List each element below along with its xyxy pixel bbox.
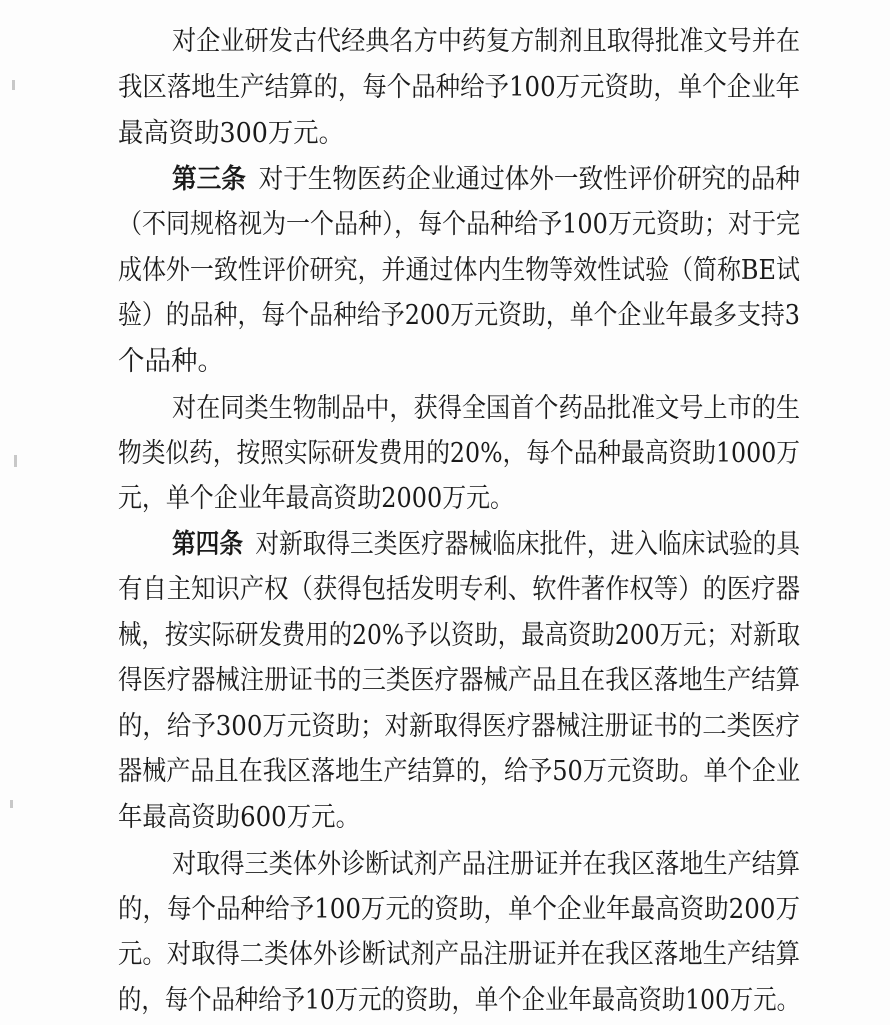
line-content [118, 479, 514, 519]
text-line [0, 296, 890, 336]
article-heading: 第四条 [172, 529, 244, 560]
text-line [0, 752, 890, 792]
text-line [0, 661, 890, 701]
article-heading: 第三条 [172, 164, 246, 195]
text-line [0, 525, 890, 565]
paragraph-text: 的，每个品种给予10万元的资助，单个企业年最高资助100万元。 [118, 985, 800, 1016]
line-content [172, 525, 800, 565]
text-line [0, 114, 890, 154]
line-content [118, 981, 800, 1021]
paragraph-text: 得医疗器械注册证书的三类医疗器械产品且在我区落地生产结算 [118, 665, 800, 696]
text-line [0, 845, 890, 885]
text-line [0, 981, 890, 1021]
line-content [118, 661, 800, 701]
line-content [118, 296, 800, 336]
text-line [0, 935, 890, 975]
paragraph-text: 的，每个品种给予100万元的资助，单个企业年最高资助200万 [118, 894, 800, 925]
paragraph-text: 的，给予300万元资助；对新取得医疗器械注册证书的二类医疗 [118, 711, 800, 742]
paragraph-text: 元，单个企业年最高资助2000万元。 [118, 483, 514, 514]
text-line [0, 434, 890, 474]
text-line [0, 798, 890, 838]
text-line [0, 890, 890, 930]
paragraph-text: 对在同类生物制品中，获得全国首个药品批准文号上市的生 [172, 393, 800, 424]
text-line [0, 342, 890, 382]
text-line [0, 707, 890, 747]
text-line [0, 616, 890, 656]
paragraph-text: 验）的品种，每个品种给予200万元资助，单个企业年最多支持3 [118, 300, 800, 331]
paragraph-text: （不同规格视为一个品种），每个品种给予100万元资助；对于完 [118, 209, 800, 240]
line-content [118, 114, 344, 154]
paragraph-text: 对于生物医药企业通过体外一致性评价研究的品种 [258, 164, 801, 195]
line-content [172, 389, 800, 429]
line-content [118, 798, 360, 838]
text-line [0, 251, 890, 291]
paragraph-text: 最高资助300万元。 [118, 118, 344, 149]
paragraph-text: 个品种。 [118, 346, 224, 377]
line-content [118, 68, 800, 108]
line-content [118, 205, 800, 245]
line-content [118, 890, 800, 930]
paragraph-text: 物类似药，按照实际研发费用的20%，每个品种最高资助1000万 [118, 438, 800, 469]
line-content [118, 434, 800, 474]
line-content [172, 160, 800, 200]
paragraph-text: 年最高资助600万元。 [118, 802, 360, 833]
line-content [118, 570, 800, 610]
paragraph-text: 我区落地生产结算的，每个品种给予100万元资助，单个企业年 [118, 72, 800, 103]
text-line [0, 22, 890, 62]
line-content [118, 935, 800, 975]
paragraph-text: 对新取得三类医疗器械临床批件，进入临床试验的具 [255, 529, 800, 560]
paragraph-text: 成体外一致性评价研究，并通过体内生物等效性试验（简称BE试 [118, 255, 800, 286]
text-line [0, 205, 890, 245]
line-content [172, 22, 800, 62]
paragraph-text: 对企业研发古代经典名方中药复方制剂且取得批准文号并在 [172, 26, 800, 57]
line-content [118, 752, 800, 792]
line-content [118, 707, 800, 747]
text-line [0, 389, 890, 429]
text-line [0, 68, 890, 108]
line-content [172, 845, 800, 885]
text-line [0, 570, 890, 610]
line-content [118, 616, 800, 656]
paragraph-text: 元。对取得二类体外诊断试剂产品注册证并在我区落地生产结算 [118, 939, 800, 970]
text-line [0, 160, 890, 200]
text-line [0, 479, 890, 519]
paragraph-text: 器械产品且在我区落地生产结算的，给予50万元资助。单个企业 [118, 756, 800, 787]
paragraph-text: 械，按实际研发费用的20%予以资助，最高资助200万元；对新取 [118, 620, 800, 651]
paragraph-text: 有自主知识产权（获得包括发明专利、软件著作权等）的医疗器 [118, 574, 800, 605]
paragraph-text: 对取得三类体外诊断试剂产品注册证并在我区落地生产结算 [172, 849, 800, 880]
line-content [118, 251, 800, 291]
line-content [118, 342, 224, 382]
